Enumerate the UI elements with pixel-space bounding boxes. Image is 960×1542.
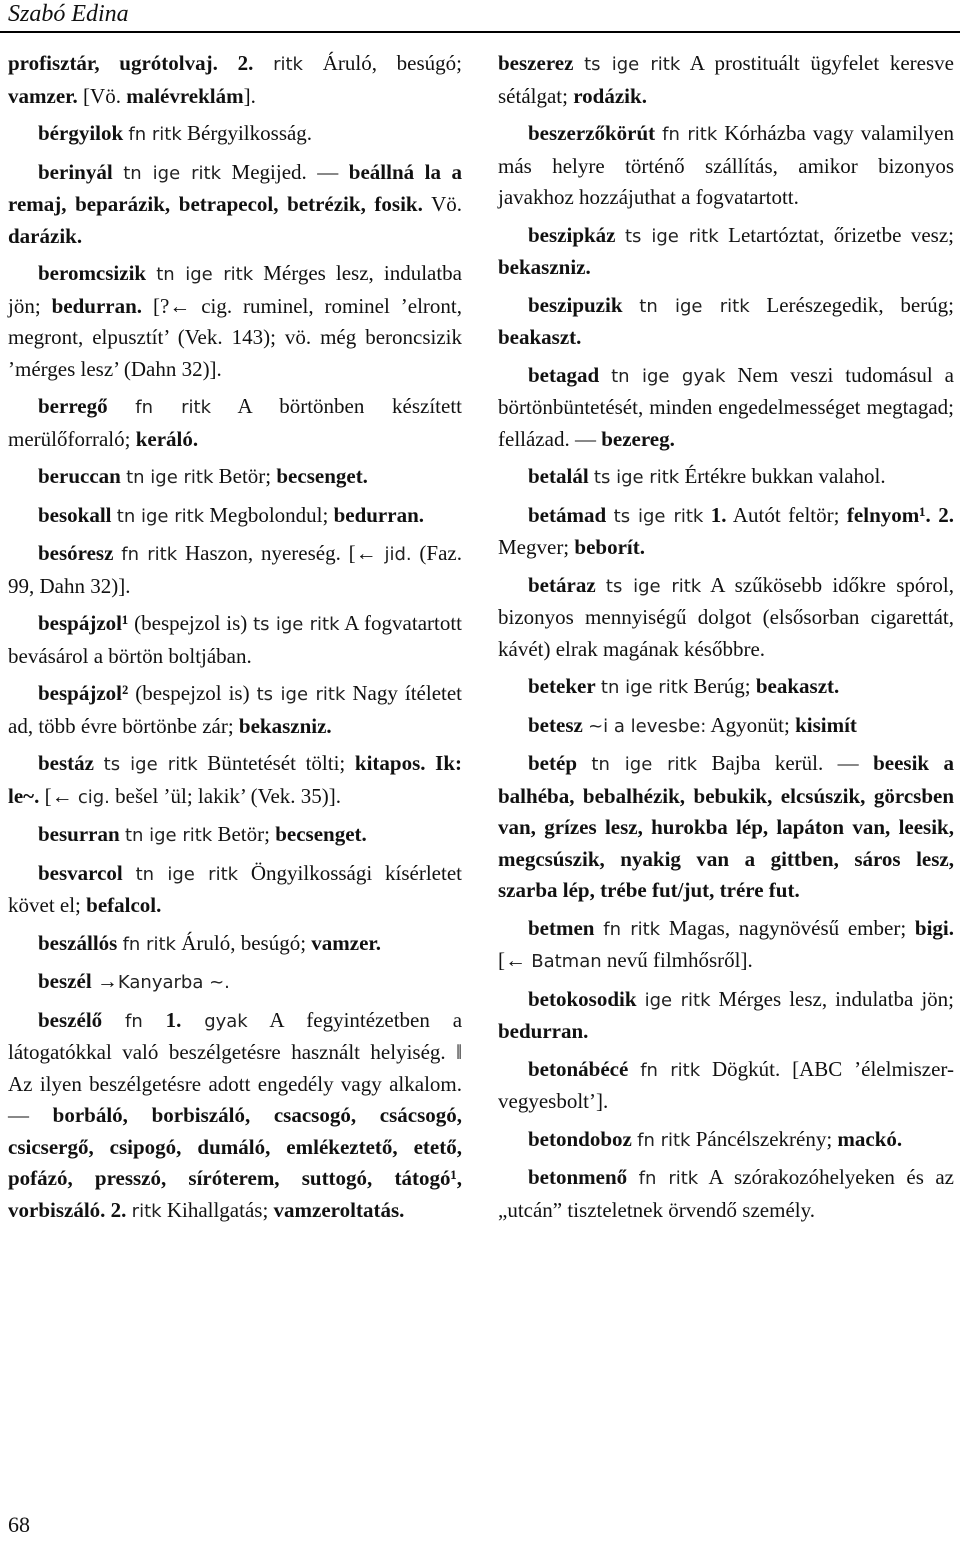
entry-text: Nem veszi tudomásul a börtönbüntetését, minden engedelmességet megtagad; fellázad. —	[498, 362, 954, 451]
entry-text: A börtönben készített merülőforraló;	[8, 394, 462, 451]
running-header-author: Szabó Edina	[8, 1, 129, 27]
entry-grammar-label: fn ritk	[135, 397, 212, 418]
dictionary-entry	[498, 500, 954, 564]
entry-grammar-label: ts ige ritk	[605, 575, 702, 597]
dictionary-entry	[8, 858, 462, 922]
dictionary-entry	[498, 1054, 954, 1118]
entry-headword: besvarcol	[38, 860, 123, 885]
dictionary-entry	[8, 748, 462, 813]
entry-grammar-label: Kanyarba ~.	[117, 972, 230, 993]
entry-headword: beszél	[38, 969, 92, 993]
entry-bold-term: beakaszt.	[498, 325, 582, 349]
entry-text	[108, 394, 136, 418]
entry-headword: beteker	[528, 674, 596, 698]
entry-text: Bajba kerül. —	[697, 751, 874, 775]
entry-grammar-label: ts ige ritk	[256, 684, 346, 705]
entry-bold-term: darázik.	[8, 223, 83, 248]
entry-grammar-label: fn ritk	[121, 544, 178, 565]
entry-bold-term: 2.	[237, 51, 254, 75]
entry-headword: beszélő	[38, 1007, 103, 1032]
entry-bold-term: becsenget.	[276, 464, 368, 488]
entry-headword: betáraz	[528, 572, 596, 597]
entry-text	[703, 503, 710, 527]
entry-text	[595, 916, 604, 940]
entry-bold-term: vamzer.	[8, 83, 78, 108]
entry-grammar-label: tn ige ritk	[639, 295, 750, 317]
entry-grammar-label: ritk	[273, 54, 303, 75]
entry-headword: betesz	[528, 712, 583, 737]
entry-text	[606, 503, 613, 527]
dictionary-column-right	[498, 48, 954, 1232]
entry-text: [Vö.	[77, 83, 127, 108]
entry-text: [←	[39, 783, 78, 808]
entry-text	[113, 160, 124, 184]
dictionary-entry	[8, 819, 462, 852]
entry-text: [←	[498, 948, 532, 972]
entry-text	[573, 51, 584, 75]
entry-headword: beruccan	[38, 464, 121, 488]
header-rule	[0, 31, 960, 33]
entry-bold-term: beállná la a remaj, beparázik, betrapecol, betrézik, fosik.	[8, 159, 463, 216]
entry-grammar-label: ritk	[131, 1200, 162, 1222]
dictionary-entry	[498, 48, 954, 112]
entry-text: A szűkösebb időkre spórol, bizonyos mennyiségű dolgot (elsősorban cigarettát, kávét) elrak magának későbbre.	[498, 572, 954, 661]
entry-headword: berinyál	[38, 159, 113, 184]
entry-grammar-label: gyak	[204, 1010, 248, 1032]
entry-bold-term: kitapos.	[354, 751, 426, 775]
entry-text	[218, 51, 238, 75]
entry-text: Öngyilkossági kísérletet követ el;	[8, 860, 462, 917]
entry-bold-term: profisztár, ugrótolvaj.	[8, 51, 218, 75]
entry-bold-term: bedurran.	[498, 1019, 589, 1043]
dictionary-entry	[8, 928, 462, 961]
dictionary-entry	[498, 913, 954, 978]
entry-text	[627, 1165, 638, 1189]
entry-text: [?←	[142, 293, 202, 318]
dictionary-entry	[498, 671, 954, 704]
entry-text: (bespejzol is)	[128, 611, 254, 635]
entry-bold-term: bezereg.	[601, 426, 675, 451]
entry-text: Lerészegedik, berúg;	[749, 292, 954, 317]
entry-grammar-label: tn ige ritk	[123, 162, 222, 184]
entry-bold-term: malévreklám	[126, 83, 244, 108]
entry-text: ].	[243, 83, 256, 108]
entry-text: Megijed. —	[221, 159, 349, 184]
entry-bold-term: bedurran.	[333, 502, 425, 527]
entry-headword: besokall	[38, 502, 112, 527]
entry-text: Dögkút. [ABC ’élelmiszer-vegyesbolt’].	[498, 1056, 954, 1113]
entry-text: Letartóztat, őrizetbe vesz;	[718, 222, 955, 247]
entry-grammar-label: tn ige ritk	[156, 264, 254, 285]
dictionary-entry	[498, 461, 954, 494]
entry-text: Értékre bukkan valahol.	[679, 464, 886, 488]
entry-text: Nagy ítéletet ad, több évre börtönbe zár;	[8, 681, 463, 738]
entry-headword: betagad	[528, 362, 600, 387]
entry-text: Megbolondul;	[204, 502, 334, 527]
entry-grammar-label: fn ritk	[122, 933, 176, 955]
entry-headword: bestáz	[38, 751, 94, 775]
entry-text: (bespejzol is)	[128, 681, 257, 705]
entry-bold-term: felnyom¹.	[846, 502, 931, 527]
entry-headword: beszerez	[498, 51, 574, 75]
entry-bold-term: befalcol.	[86, 893, 162, 917]
entry-grammar-label: ~i a levesbe:	[588, 715, 707, 737]
entry-text	[577, 751, 591, 775]
entry-text	[146, 261, 156, 285]
entry-text: A fogvatartott bevásárol a börtön boltjában.	[8, 611, 463, 668]
entry-bold-term: kisimít	[795, 712, 857, 737]
dictionary-entry	[8, 608, 462, 672]
entry-bold-term: mackó.	[837, 1126, 903, 1151]
entry-grammar-label: fn ritk	[128, 124, 182, 145]
entry-grammar-label: Batman	[531, 951, 602, 972]
entry-headword: bérgyilok	[38, 121, 124, 145]
entry-headword: betmen	[528, 915, 595, 940]
dictionary-entry	[498, 220, 954, 284]
entry-bold-term: Ik: le~.	[8, 751, 463, 808]
entry-headword: besurran	[38, 822, 120, 846]
entry-text	[181, 1008, 204, 1032]
entry-headword: bespájzol²	[38, 681, 129, 705]
entry-bold-term: 2.	[938, 502, 955, 527]
entry-grammar-label: fn ritk	[637, 1129, 691, 1151]
entry-bold-term: beakaszt.	[755, 674, 840, 698]
entry-grammar-label: ts ige ritk	[613, 505, 704, 527]
dictionary-entry	[8, 538, 462, 602]
entry-grammar-label: tn ige ritk	[116, 505, 205, 527]
entry-headword: beromcsizik	[38, 261, 147, 285]
entry-text	[616, 223, 625, 247]
dictionary-entry	[8, 157, 462, 253]
entry-text: Vö.	[422, 192, 462, 216]
entry-headword: beszerzőkörút	[528, 121, 656, 145]
entry-text: Mérges lesz, indulatba jön;	[710, 986, 954, 1011]
entry-bold-term: beborít.	[574, 535, 645, 559]
entry-text: (Faz. 99, Dahn 32)].	[8, 541, 462, 598]
entry-text: bešel ’ül; lakik’ (Vek. 35)].	[109, 783, 341, 808]
entry-headword: beszipkáz	[528, 222, 616, 247]
entry-grammar-label: fn ritk	[662, 124, 718, 145]
entry-grammar-label: tn ige ritk	[135, 863, 239, 885]
entry-grammar-label: jid.	[384, 544, 412, 565]
entry-text: nevű filmhősről].	[601, 948, 753, 972]
entry-bold-term: rodázik.	[573, 83, 647, 108]
entry-headword: betokosodik	[528, 986, 637, 1011]
entry-text: Büntetését tölti;	[197, 751, 355, 775]
dictionary-entry	[8, 966, 462, 999]
entry-text: Kihallgatás;	[161, 1197, 274, 1222]
dictionary-entry	[8, 500, 462, 533]
entry-grammar-label: tn ige ritk	[126, 467, 214, 488]
entry-grammar-label: fn ritk	[638, 1168, 699, 1189]
entry-text: Berúg;	[688, 674, 756, 698]
dictionary-entry	[498, 1162, 954, 1226]
page-number: 68	[8, 1512, 30, 1537]
entry-text: Páncélszekrény;	[690, 1126, 838, 1151]
entry-text: Haszon, nyereség. [←	[177, 541, 385, 565]
entry-headword: berregő	[38, 394, 108, 418]
entry-grammar-label: tn ige ritk	[124, 825, 213, 846]
entry-text	[123, 861, 136, 885]
entry-text: Betör;	[213, 464, 277, 488]
entry-grammar-label: ige ritk	[644, 989, 711, 1011]
entry-text	[94, 751, 104, 775]
entry-text: →	[91, 969, 118, 993]
entry-grammar-label: ts ige ritk	[624, 225, 719, 247]
entry-bold-term: bedurran.	[51, 293, 143, 318]
entry-text	[599, 363, 611, 387]
dictionary-entry	[498, 570, 954, 666]
entry-text: A prostituált ügyfelet keresve sétálgat;	[498, 51, 954, 108]
entry-bold-term: 2.	[110, 1197, 127, 1222]
entry-grammar-label: ts ige ritk	[103, 754, 198, 775]
entry-text: Magas, nagynövésű ember;	[660, 915, 915, 940]
entry-text: A fegyintézetben a látogatókkal való beszélgetésre használt helyiség. ǁ Az ilyen beszélgetésre adott engedély vagy alkalom. —	[8, 1007, 463, 1127]
dictionary-entry	[8, 118, 462, 151]
dictionary-entry	[8, 461, 462, 494]
entry-grammar-label: fn ritk	[603, 918, 661, 940]
dictionary-entry	[8, 391, 462, 455]
entry-headword: betondoboz	[528, 1126, 632, 1151]
entry-grammar-label: tn ige gyak	[611, 365, 726, 387]
entry-text	[102, 1008, 125, 1032]
entry-text	[623, 293, 640, 317]
entry-text: A szórakozóhelyeken és az „utcán” tiszteletnek örvendő személy.	[498, 1165, 954, 1222]
entry-headword: beszállós	[38, 930, 118, 955]
dictionary-column-left	[8, 48, 462, 1233]
entry-grammar-label: ts ige ritk	[593, 467, 680, 488]
dictionary-entry	[498, 710, 954, 743]
dictionary-entry	[8, 678, 462, 742]
entry-grammar-label: fn ritk	[640, 1059, 701, 1081]
entry-grammar-label: tn ige ritk	[591, 754, 698, 775]
entry-bold-term: borbáló, borbiszáló, csacsogó, csácsogó, csicsergő, csipogó, dumáló, emlékeztető, etető, pofázó, presszó, síróterem, suttogó, tátogó¹, vorbiszáló.	[8, 1103, 463, 1222]
dictionary-entry	[498, 118, 954, 214]
entry-bold-term: becsenget.	[275, 822, 367, 846]
entry-bold-term: bekaszniz.	[498, 255, 591, 279]
entry-bold-term: 1.	[165, 1007, 182, 1032]
entry-text: Mérges lesz, indulatba jön;	[8, 261, 463, 318]
entry-text	[143, 1008, 166, 1032]
entry-bold-term: vamzeroltatás.	[273, 1197, 405, 1222]
dictionary-entry	[8, 1005, 462, 1228]
entry-text: Megver;	[498, 535, 575, 559]
entry-bold-term: beesik a balhéba, bebalhézik, bebukik, elcsúszik, görcsben van, grízes lesz, hurokba lép, lapáton van, leesik, megcsúszik, nyakig van a gittben, sáros lesz, szarba lép, trébe fut/jut, trére fut.	[498, 751, 954, 902]
entry-grammar-label: fn	[125, 1010, 143, 1032]
entry-text: Áruló, besúgó;	[302, 51, 463, 75]
dictionary-entry	[498, 360, 954, 456]
entry-bold-term: 1.	[710, 502, 727, 527]
dictionary-entry	[498, 290, 954, 354]
entry-text	[637, 987, 645, 1011]
entry-text: Betör;	[212, 822, 276, 846]
entry-headword: betép	[528, 751, 577, 775]
entry-text: Áruló, besúgó;	[175, 930, 312, 955]
dictionary-entry	[8, 258, 462, 385]
dictionary-entry	[498, 984, 954, 1048]
entry-headword: betonmenő	[528, 1165, 628, 1189]
entry-headword: beszipuzik	[528, 292, 623, 317]
entry-headword: betámad	[528, 502, 607, 527]
entry-grammar-label: ts ige ritk	[584, 54, 681, 75]
entry-grammar-label: tn ige ritk	[600, 677, 689, 698]
entry-text: Agyonüt;	[706, 712, 796, 737]
entry-grammar-label: ts ige ritk	[253, 614, 340, 635]
entry-text	[596, 573, 606, 597]
entry-headword: betalál	[528, 464, 589, 488]
entry-text	[628, 1057, 640, 1081]
entry-text	[426, 751, 436, 775]
entry-headword: bespájzol¹	[38, 611, 129, 635]
entry-bold-term: keráló.	[135, 426, 199, 451]
dictionary-entry	[8, 48, 462, 112]
entry-headword: betonábécé	[528, 1056, 629, 1081]
dictionary-entry	[498, 1124, 954, 1157]
entry-grammar-label: cig.	[77, 786, 110, 808]
entry-text: Autót feltör;	[726, 502, 847, 527]
entry-bold-term: bekaszniz.	[238, 713, 332, 738]
entry-bold-term: vamzer.	[311, 930, 382, 955]
dictionary-entry	[498, 748, 954, 907]
entry-headword: besóresz	[38, 541, 114, 565]
entry-text: Kórházba vagy valamilyen más helyre történő szállítás, amikor bizonyos javakhoz hozzájuthat a fogvatartott.	[498, 121, 954, 209]
entry-text: Bérgyilkosság.	[181, 121, 313, 145]
entry-text	[253, 51, 273, 75]
entry-bold-term: bigi.	[914, 915, 955, 940]
entry-text: cig. ruminel, rominel ’elront, megront, elpusztít’ (Vek. 143); vö. még beroncsizik ’mérges lesz’ (Dahn 32)].	[8, 293, 462, 381]
